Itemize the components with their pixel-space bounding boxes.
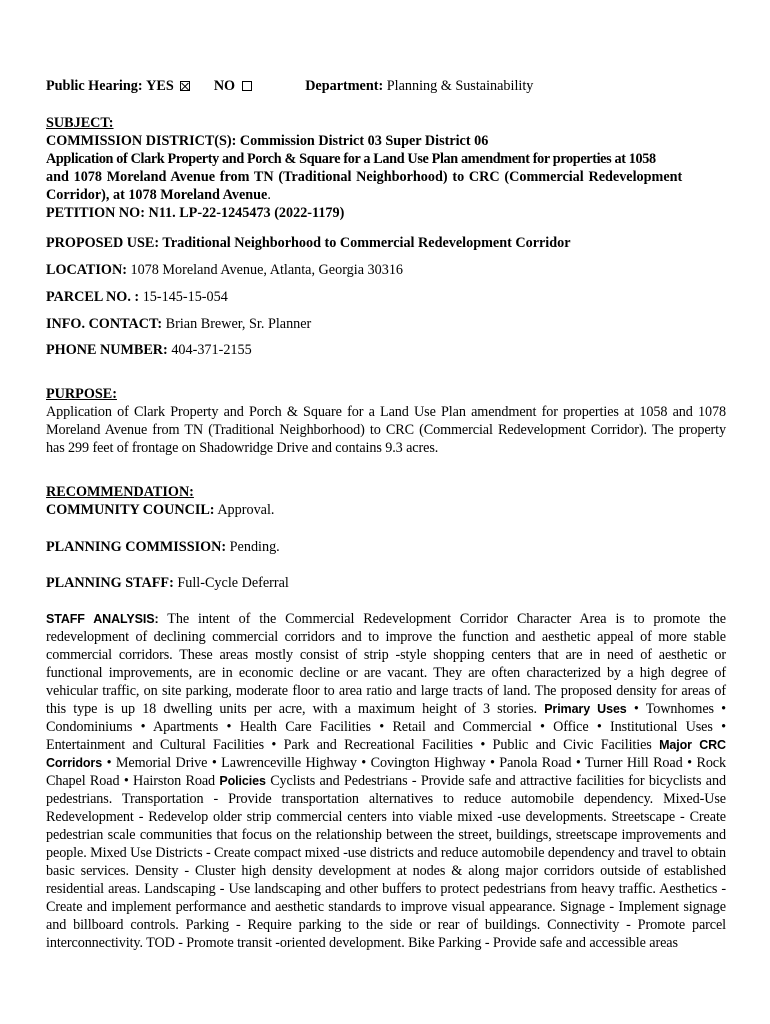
petition-number: PETITION NO: N11. LP-22-1245473 (2022-1179) — [46, 205, 345, 221]
contact-label: INFO. CONTACT: — [46, 316, 163, 332]
proposed-use: PROPOSED USE: Traditional Neighborhood to Commercial Redevelopment Corridor — [46, 235, 571, 251]
location-row — [46, 261, 726, 279]
phone-row — [46, 341, 726, 359]
yes-checked-checkbox-icon — [180, 81, 190, 91]
public-hearing-label: Public Hearing: — [46, 78, 143, 94]
planning-commission-value: Pending. — [229, 539, 280, 555]
yes-label: YES — [146, 78, 174, 94]
parcel-value: 15-145-15-054 — [142, 289, 228, 305]
application-line-3: Corridor), at 1078 Moreland Avenue — [46, 187, 268, 203]
parcel-row — [46, 288, 726, 306]
planning-staff-value: Full-Cycle Deferral — [177, 575, 289, 591]
community-council-value: Approval. — [217, 502, 275, 518]
major-corridors-label: Major CRC Corridors — [46, 738, 726, 770]
no-empty-checkbox-icon — [242, 81, 252, 91]
planning-staff-label: PLANNING STAFF: — [46, 575, 174, 591]
community-council-label: COMMUNITY COUNCIL: — [46, 502, 215, 518]
purpose-section — [46, 385, 726, 457]
subject-heading: SUBJECT: — [46, 115, 114, 131]
subject-section — [46, 114, 726, 222]
planning-commission-label: PLANNING COMMISSION: — [46, 539, 227, 555]
contact-row — [46, 315, 726, 333]
department-label: Department: — [305, 78, 384, 94]
planning-staff-row — [46, 574, 726, 592]
phone-value: 404-371-2155 — [171, 342, 252, 358]
policies-text: Cyclists and Pedestrians - Provide safe and attractive facilities for bicyclists and pedestrians. Transportation - Provide transportation alternatives to reduce automobile dependency. Mixed-Use Redevelopment - Redevelop older strip commercial centers into viable mixed -use developments. Streetscape - Create pedestrian scale communities that focus on the relationship between the street, buildings, streetscape improvements and people. Mixed Use Districts - Create compact mixed -use districts and reduce automobile dependency and travel to obtain basic services. Density - Cluster high density development at nodes & along major corridors outside of established residential areas. Landscaping - Use landscaping and other buffers to protect pedestrians from heavy traffic. Aesthetics - Create and implement performance and aesthetic standards to improve visual appearance. Signage - Implement signage and billboard controls. Parking - Require parking to the side or rear of buildings. Connectivity - Promote parcel interconnectivity. TOD - Promote transit -oriented development. Bike Parking - Provide safe and accessible areas — [46, 773, 726, 951]
parcel-label: PARCEL NO. : — [46, 289, 140, 305]
recommendation-section — [46, 483, 726, 519]
application-end: . — [267, 187, 271, 203]
department-value: Planning & Sustainability — [386, 78, 534, 94]
staff-analysis-label: STAFF ANALYSIS: — [46, 612, 159, 626]
contact-value: Brian Brewer, Sr. Planner — [165, 316, 312, 332]
hearing-header — [46, 77, 726, 95]
planning-commission-row — [46, 538, 726, 556]
application-line-2: and 1078 Moreland Avenue from TN (Traditional Neighborhood) to CRC (Commercial Redevelopment — [46, 169, 683, 185]
primary-uses-list: • Townhomes • Condominiums • Apartments • Health Care Facilities • Retail and Commercial • Office • Institutional Uses • Entertainment and Cultural Facilities • Park and Recreational Facilities • Public and Civic Facilities — [46, 701, 727, 753]
recommendation-heading: RECOMMENDATION: — [46, 484, 194, 500]
staff-analysis-intro: The intent of the Commercial Redevelopment Corridor Character Area is to promote the redevelopment of declining commercial corridors and to improve the function and aesthetic appeal of more stable commercial corridors. These areas mostly consist of strip -style shopping centers that are in need of aesthetic or functional improvements, are in economic decline or are vacant. They are often characterized by a high degree of vehicular traffic, on site parking, moderate floor to area ratio and large tracts of land. The proposed density for areas of this type is up 18 dwelling units per acre, with a maximum height of 3 stories. — [46, 611, 726, 717]
purpose-text: Application of Clark Property and Porch & Square for a Land Use Plan amendment for properties at 1058 and 1078 Moreland Avenue from TN (Traditional Neighborhood) to CRC (Commercial Redevelopment Corridor). The property has 299 feet of frontage on Shadowridge Drive and contains 9.3 acres. — [46, 404, 726, 456]
purpose-heading: PURPOSE: — [46, 386, 117, 402]
commission-districts: COMMISSION DISTRICT(S): Commission District 03 Super District 06 — [46, 133, 489, 149]
location-label: LOCATION: — [46, 262, 127, 278]
location-value: 1078 Moreland Avenue, Atlanta, Georgia 30316 — [130, 262, 404, 278]
policies-label: Policies — [219, 774, 266, 788]
application-line-1: Application of Clark Property and Porch & Square for a Land Use Plan amendment for properties at 1058 — [46, 151, 656, 167]
no-label: NO — [213, 78, 236, 94]
phone-label: PHONE NUMBER: — [46, 342, 168, 358]
major-corridors-list: • Memorial Drive • Lawrenceville Highway • Covington Highway • Panola Road • Turner Hill Road • Rock Chapel Road • Hairston Road — [46, 755, 726, 789]
primary-uses-label: Primary Uses — [544, 702, 627, 716]
staff-analysis — [46, 610, 726, 952]
